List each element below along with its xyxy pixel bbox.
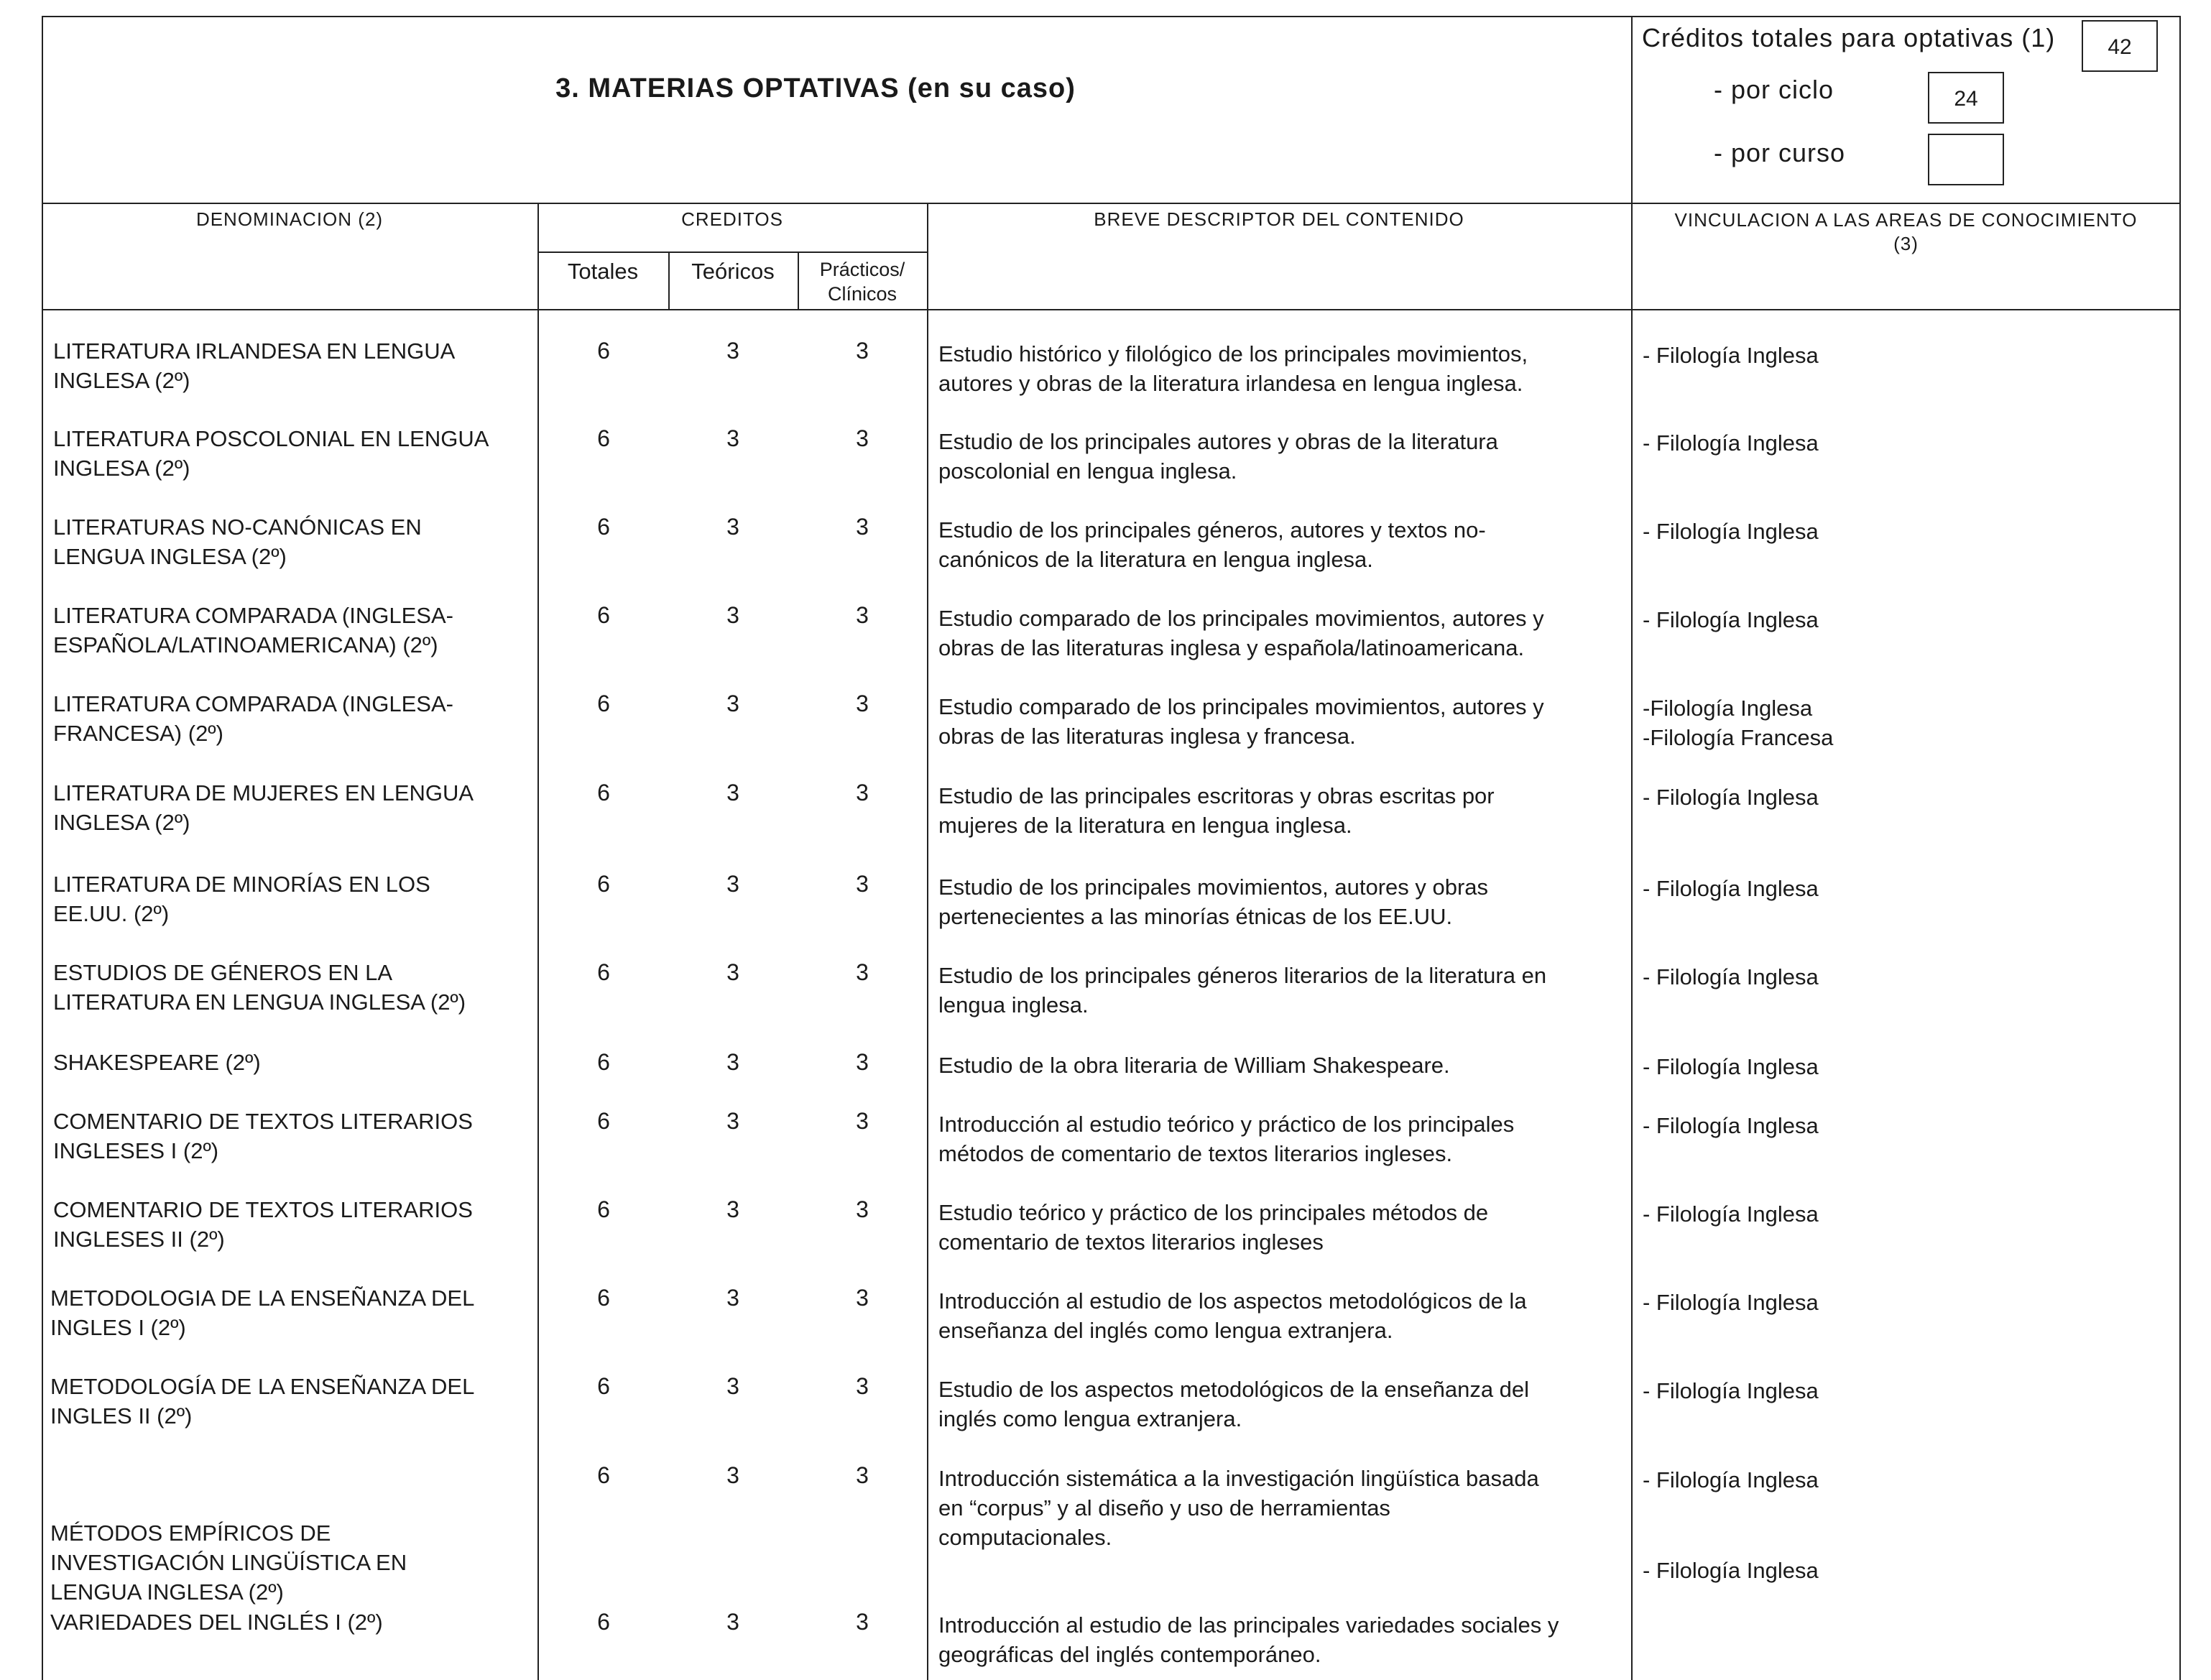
credits-practicos: 3	[856, 1462, 869, 1488]
subject-name-line: INGLESA (2º)	[53, 368, 190, 393]
credits-practicos: 3	[856, 1108, 869, 1134]
knowledge-area-line: - Filología Inglesa	[1643, 430, 1819, 456]
content-description-line: Estudio de la obra literaria de William Shakespeare.	[938, 1053, 1450, 1078]
content-description	[938, 515, 1621, 574]
content-description-line: Estudio histórico y filológico de los principales movimientos,	[938, 341, 1528, 366]
subject-name-line: INGLES II (2º)	[50, 1403, 193, 1429]
subject-name	[50, 1372, 517, 1431]
subject-name-line: METODOLOGÍA DE LA ENSEÑANZA DEL	[50, 1374, 475, 1399]
content-description-line: Estudio de los principales autores y obras de la literatura	[938, 429, 1498, 454]
content-description	[938, 1109, 1621, 1168]
knowledge-area-line: - Filología Inglesa	[1643, 1290, 1819, 1315]
vinculacion-header-line2: (3)	[1893, 233, 1919, 254]
knowledge-area	[1643, 1199, 2146, 1229]
credits-practicos: 3	[856, 1049, 869, 1075]
por-ciclo-label: - por ciclo	[1714, 75, 1834, 104]
table-top-border	[42, 16, 2181, 17]
content-description-line: comentario de textos literarios ingleses	[938, 1229, 1324, 1255]
credits-totales: 6	[597, 338, 610, 364]
knowledge-area-line: - Filología Inglesa	[1643, 1054, 1819, 1079]
credits-practicos: 3	[856, 959, 869, 985]
knowledge-area-line: - Filología Inglesa	[1643, 876, 1819, 901]
knowledge-area	[1643, 517, 2146, 546]
practicos-header	[798, 257, 927, 306]
por-curso-label: - por curso	[1714, 138, 1846, 167]
subject-name	[53, 689, 520, 748]
content-description-line: canónicos de la literatura en lengua inglesa.	[938, 547, 1373, 572]
credits-teoricos: 3	[726, 691, 739, 716]
content-description	[938, 692, 1621, 751]
subject-name-line: INVESTIGACIÓN LINGÜÍSTICA EN	[50, 1550, 407, 1575]
credits-teoricos: 3	[726, 871, 739, 897]
knowledge-area	[1643, 1288, 2146, 1317]
practicos-header-line1: Prácticos/	[819, 259, 905, 280]
subject-name-line: LITERATURA COMPARADA (INGLESA-	[53, 691, 453, 716]
credits-practicos: 3	[856, 1609, 869, 1635]
credits-totales: 6	[597, 1049, 610, 1075]
content-description-line: métodos de comentario de textos literarios ingleses.	[938, 1141, 1453, 1166]
credits-totales: 6	[597, 959, 610, 985]
credits-totales: 6	[597, 1609, 610, 1635]
content-description	[938, 1610, 1621, 1669]
content-description-line: Estudio de los aspectos metodológicos de la enseñanza del	[938, 1377, 1530, 1402]
credits-totales: 6	[597, 691, 610, 716]
subject-name-line: FRANCESA) (2º)	[53, 721, 223, 746]
vinculacion-header	[1631, 208, 2181, 256]
subject-name-line: LITERATURA DE MUJERES EN LENGUA	[53, 780, 474, 806]
content-description-line: Estudio comparado de los principales movimientos, autores y	[938, 694, 1544, 719]
subject-name-line: ESTUDIOS DE GÉNEROS EN LA	[53, 960, 392, 985]
credits-teoricos: 3	[726, 514, 739, 540]
credits-totales: 6	[597, 602, 610, 628]
header-bottom-border	[42, 203, 2181, 204]
credits-totales: 6	[597, 1285, 610, 1311]
knowledge-area-line: - Filología Inglesa	[1643, 343, 1819, 368]
knowledge-area-line: - Filología Inglesa	[1643, 607, 1819, 632]
teoricos-header: Teóricos	[691, 259, 775, 284]
credits-totales: 6	[597, 1462, 610, 1488]
knowledge-area	[1643, 605, 2146, 634]
column-header-bottom-border	[42, 309, 2181, 310]
subject-name-line: ESPAÑOLA/LATINOAMERICANA) (2º)	[53, 632, 438, 657]
credits-practicos: 3	[856, 425, 869, 451]
subject-name-line: MÉTODOS EMPÍRICOS DE	[50, 1520, 331, 1546]
knowledge-area-line: - Filología Inglesa	[1643, 1113, 1819, 1138]
credits-practicos: 3	[856, 871, 869, 897]
subject-name-line: COMENTARIO DE TEXTOS LITERARIOS	[53, 1197, 473, 1222]
subject-name-line: EE.UU. (2º)	[53, 901, 170, 926]
credits-totales: 6	[597, 1196, 610, 1222]
subject-name-line: LITERATURAS NO-CANÓNICAS EN	[53, 514, 422, 540]
content-description-line: obras de las literaturas inglesa y francesa.	[938, 724, 1356, 749]
subject-name-line: LITERATURA IRLANDESA EN LENGUA	[53, 338, 456, 364]
content-description-line: enseñanza del inglés como lengua extranjera.	[938, 1318, 1393, 1343]
credits-teoricos: 3	[726, 602, 739, 628]
knowledge-area-line: - Filología Inglesa	[1643, 964, 1819, 989]
content-description	[938, 1198, 1621, 1257]
content-description-line: Estudio de los principales géneros literarios de la literatura en	[938, 963, 1547, 988]
content-description-line: Introducción sistemática a la investigación lingüística basada	[938, 1466, 1539, 1491]
content-description-line: Introducción al estudio teórico y práctico de los principales	[938, 1112, 1515, 1137]
subject-name	[53, 958, 520, 1017]
knowledge-area	[1643, 341, 2146, 370]
content-description	[938, 427, 1621, 486]
credits-totales: 6	[597, 514, 610, 540]
credits-teoricos: 3	[726, 1609, 739, 1635]
subject-name-line: LITERATURA EN LENGUA INGLESA (2º)	[53, 989, 466, 1015]
knowledge-area	[1643, 874, 2146, 903]
credits-teoricos: 3	[726, 1108, 739, 1134]
descriptor-header: BREVE DESCRIPTOR DEL CONTENIDO	[1094, 208, 1464, 230]
content-description-line: Estudio de los principales géneros, autores y textos no-	[938, 517, 1486, 543]
credits-totales: 6	[597, 1108, 610, 1134]
subject-name	[53, 1107, 520, 1166]
subject-name-line: VARIEDADES DEL INGLÉS I (2º)	[50, 1610, 383, 1635]
knowledge-area	[1643, 1052, 2146, 1081]
subject-name-line: LENGUA INGLESA (2º)	[50, 1579, 284, 1605]
subject-name-line: METODOLOGIA DE LA ENSEÑANZA DEL	[50, 1286, 475, 1311]
content-description	[938, 781, 1621, 840]
subject-name	[53, 601, 520, 660]
knowledge-area-line: -Filología Francesa	[1643, 725, 1834, 750]
credits-practicos: 3	[856, 1373, 869, 1399]
credits-practicos: 3	[856, 602, 869, 628]
knowledge-area-line: - Filología Inglesa	[1643, 785, 1819, 810]
knowledge-area	[1643, 1556, 2146, 1585]
subject-name	[53, 1048, 520, 1077]
credits-teoricos: 3	[726, 1285, 739, 1311]
credits-totales: 6	[597, 780, 610, 806]
subject-name-line: LITERATURA DE MINORÍAS EN LOS	[53, 872, 430, 897]
subject-name-line: INGLESES II (2º)	[53, 1227, 225, 1252]
por-curso-box	[1928, 134, 2004, 185]
content-description-line: mujeres de la literatura en lengua inglesa.	[938, 813, 1352, 838]
subject-name	[53, 336, 520, 395]
col-divider-name	[537, 203, 539, 1680]
knowledge-area-line: - Filología Inglesa	[1643, 1467, 1819, 1492]
knowledge-area-line: - Filología Inglesa	[1643, 1378, 1819, 1403]
credits-practicos: 3	[856, 1285, 869, 1311]
content-description-line: en “corpus” y al diseño y uso de herramientas	[938, 1495, 1390, 1520]
subject-name-line: INGLES I (2º)	[50, 1315, 186, 1340]
credits-totales: 6	[597, 1373, 610, 1399]
content-description-line: computacionales.	[938, 1525, 1112, 1550]
subject-name	[53, 424, 520, 483]
credits-teoricos: 3	[726, 1049, 739, 1075]
subject-name	[50, 1607, 517, 1637]
credits-practicos: 3	[856, 338, 869, 364]
credits-teoricos: 3	[726, 425, 739, 451]
section-title: 3. MATERIAS OPTATIVAS (en su caso)	[555, 73, 1076, 103]
content-description-line: lengua inglesa.	[938, 992, 1089, 1017]
credits-totales: 6	[597, 425, 610, 451]
practicos-header-line2: Clínicos	[827, 283, 897, 305]
credits-practicos: 3	[856, 691, 869, 716]
col-divider-credits	[927, 203, 928, 1680]
credits-teoricos: 3	[726, 1462, 739, 1488]
subject-name	[53, 869, 520, 928]
content-description	[938, 961, 1621, 1020]
knowledge-area	[1643, 962, 2146, 992]
credits-teoricos: 3	[726, 338, 739, 364]
subject-name-line: SHAKESPEARE (2º)	[53, 1050, 261, 1075]
knowledge-area	[1643, 783, 2146, 812]
credits-teoricos: 3	[726, 1373, 739, 1399]
subject-name	[53, 778, 520, 837]
content-description	[938, 1375, 1621, 1434]
creditos-header: CREDITOS	[681, 208, 783, 230]
subject-name	[53, 1195, 520, 1254]
content-description-line: inglés como lengua extranjera.	[938, 1406, 1242, 1431]
credits-practicos: 3	[856, 780, 869, 806]
content-description-line: autores y obras de la literatura irlandesa en lengua inglesa.	[938, 371, 1523, 396]
subject-name-line: INGLESA (2º)	[53, 810, 190, 835]
content-description-line: Estudio teórico y práctico de los principales métodos de	[938, 1200, 1489, 1225]
content-description-line: Estudio de las principales escritoras y obras escritas por	[938, 783, 1495, 808]
subject-name	[53, 512, 520, 571]
totales-header: Totales	[567, 259, 639, 284]
subject-name-line: LITERATURA POSCOLONIAL EN LENGUA	[53, 426, 489, 451]
knowledge-area	[1643, 1376, 2146, 1406]
content-description-line: Introducción al estudio de las principales variedades sociales y	[938, 1612, 1559, 1638]
knowledge-area	[1643, 1465, 2146, 1495]
credits-practicos: 3	[856, 1196, 869, 1222]
table-right-border	[2179, 16, 2181, 1680]
content-description	[938, 604, 1621, 663]
subject-name-line: COMENTARIO DE TEXTOS LITERARIOS	[53, 1109, 473, 1134]
content-description-line: Estudio de los principales movimientos, autores y obras	[938, 874, 1489, 900]
content-description-line: Introducción al estudio de los aspectos metodológicos de la	[938, 1288, 1527, 1314]
knowledge-area	[1643, 1111, 2146, 1140]
knowledge-area-line: - Filología Inglesa	[1643, 519, 1819, 544]
credits-teoricos: 3	[726, 780, 739, 806]
credits-totales: 6	[597, 871, 610, 897]
content-description-line: Estudio comparado de los principales movimientos, autores y	[938, 606, 1544, 631]
por-ciclo-box: 24	[1928, 72, 2004, 124]
knowledge-area-line: -Filología Inglesa	[1643, 696, 1813, 721]
knowledge-area	[1643, 428, 2146, 458]
content-description-line: pertenecientes a las minorías étnicas de los EE.UU.	[938, 904, 1453, 929]
credits-practicos: 3	[856, 514, 869, 540]
subject-name	[50, 1518, 517, 1607]
knowledge-area-line: - Filología Inglesa	[1643, 1558, 1819, 1583]
content-description	[938, 339, 1621, 398]
content-description-line: obras de las literaturas inglesa y española/latinoamericana.	[938, 635, 1525, 660]
subject-name	[50, 1283, 517, 1342]
credits-teoricos: 3	[726, 959, 739, 985]
subject-name-line: INGLESES I (2º)	[53, 1138, 219, 1163]
creditos-split-line	[537, 251, 927, 253]
content-description	[938, 1286, 1621, 1345]
content-description	[938, 872, 1621, 931]
content-description-line: geográficas del inglés contemporáneo.	[938, 1642, 1321, 1667]
content-description	[938, 1464, 1621, 1552]
denominacion-header: DENOMINACION (2)	[195, 208, 384, 230]
knowledge-area-line: - Filología Inglesa	[1643, 1201, 1819, 1227]
credits-block-divider	[1631, 16, 1633, 1680]
table-left-border	[42, 16, 43, 1680]
creditos-totales-box: 42	[2082, 20, 2158, 72]
content-description-line: poscolonial en lengua inglesa.	[938, 458, 1237, 484]
subject-name-line: INGLESA (2º)	[53, 456, 190, 481]
vinculacion-header-line1: VINCULACION A LAS AREAS DE CONOCIMIENTO	[1674, 209, 2138, 231]
creditos-totales-label: Créditos totales para optativas (1)	[1642, 23, 2056, 52]
knowledge-area	[1643, 693, 2146, 752]
subject-name-line: LENGUA INGLESA (2º)	[53, 544, 287, 569]
subject-name-line: LITERATURA COMPARADA (INGLESA-	[53, 603, 453, 628]
credits-teoricos: 3	[726, 1196, 739, 1222]
content-description	[938, 1051, 1621, 1080]
